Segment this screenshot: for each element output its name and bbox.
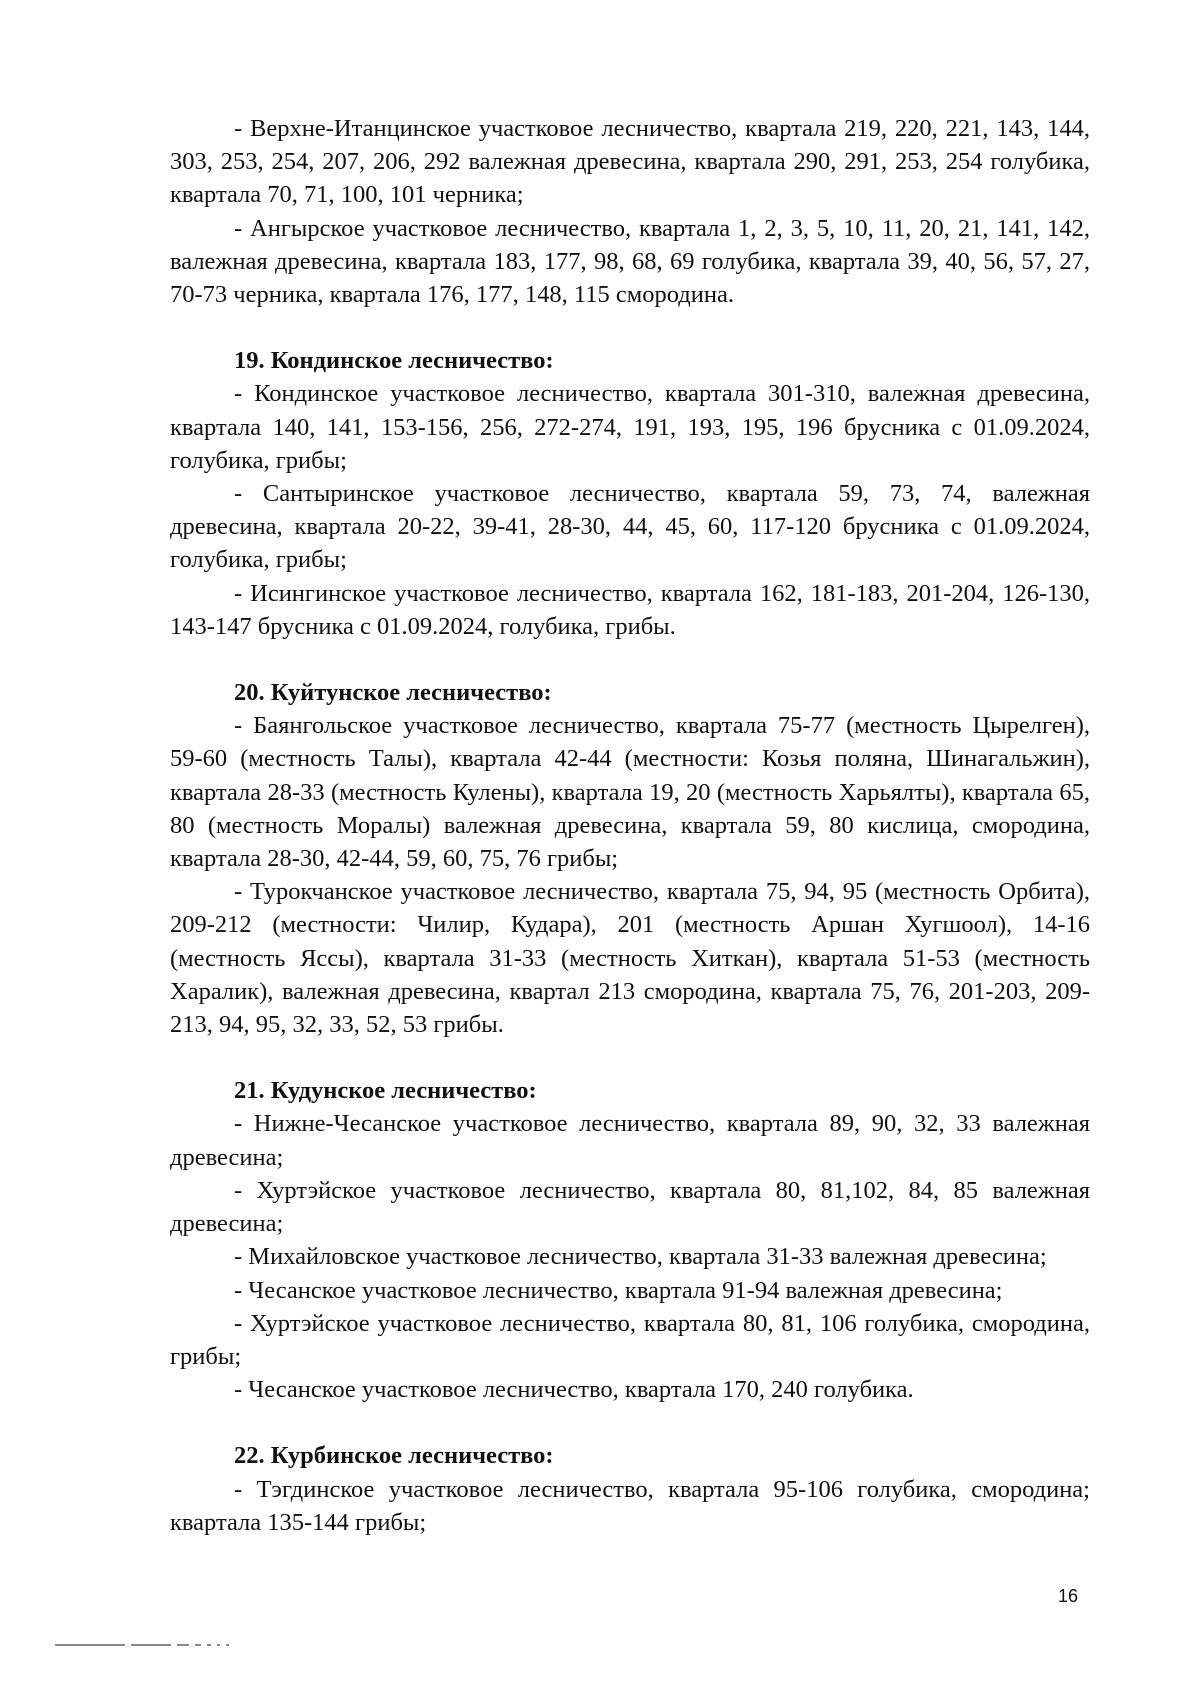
section-20-kuytunskoe: [170, 676, 1090, 1041]
paragraph-khurteyskoe: - Хуртэйское участковое лесничество, квартала 80, 81,102, 84, 85 валежная древесина;: [170, 1176, 1090, 1238]
paragraph-isinginskoe: - Исингинское участковое лесничество, квартала 162, 181-183, 201-204, 126-130, 143-147 брусника с 01.09.2024, голубика, грибы.: [170, 579, 1090, 640]
section-22-kurbinskoe: [170, 1439, 1090, 1539]
paragraph-mikhaylovskoe: - Михайловское участковое лесничество, квартала 31-33 валежная древесина;: [234, 1243, 1047, 1271]
document-body: [170, 112, 1090, 1539]
paragraph-santyrinskoe: - Сантыринское участковое лесничество, квартала 59, 73, 74, валежная древесина, квартала 20-22, 39-41, 28-30, 44, 45, 60, 117-120 брусника с 01.09.2024, голубика, грибы;: [170, 480, 1090, 574]
paragraph-nizhne-chesanskoe: - Нижне-Чесанское участковое лесничество, квартала 89, 90, 32, 33 валежная древесина;: [170, 1110, 1090, 1171]
section-21-kudunskoe: [170, 1074, 1090, 1406]
paragraph-verkhne-itantsinskoe: - Верхне-Итанцинское участковое лесничество, квартала 219, 220, 221, 143, 144, 303, 253, 254, 207, 206, 292 валежная древесина, квартала 290, 291, 253, 254 голубика, квартала 70, 71, 100, 101 черника;: [170, 115, 1090, 209]
section-heading: 20. Куйтунское лесничество:: [234, 679, 552, 707]
paragraph-kondinskoe: - Кондинское участковое лесничество, квартала 301-310, валежная древесина, квартала 140, 141, 153-156, 256, 272-274, 191, 193, 195, 196 брусника с 01.09.2024, голубика, грибы;: [170, 380, 1090, 474]
paragraph-angyrskoe: - Ангырское участковое лесничество, квартала 1, 2, 3, 5, 10, 11, 20, 21, 141, 142, валежная древесина, квартала 183, 177, 98, 68, 69 голубика, квартала 39, 40, 56, 57, 27, 70-73 черника, квартала 176, 177, 148, 115 смородина.: [170, 214, 1090, 309]
paragraph-chesanskoe: - Чесанское участковое лесничество, квартала 91-94 валежная древесина;: [234, 1276, 1003, 1304]
page-number: 16: [1058, 1586, 1079, 1606]
section-heading: 19. Кондинское лесничество:: [234, 347, 554, 375]
section-heading: 21. Кудунское лесничество:: [234, 1077, 537, 1105]
section-19-kondinskoe: [170, 344, 1090, 643]
paragraph-bayangolskoe: - Баянгольское участковое лесничество, квартала 75-77 (местность Цырелген), 59-60 (местность Талы), квартала 42-44 (местности: Козья поляна, Шинагальжин), квартала 28-33 (местность Кулены), квартала 19, 20 (местность Харьялты), квартала 65, 80 (местность Моралы) валежная древесина, квартала 59, 80 кислица, смородина, квартала 28-30, 42-44, 59, 60, 75, 76 грибы;: [170, 712, 1090, 873]
section-heading: 22. Курбинское лесничество:: [234, 1442, 554, 1470]
scan-artifact-line: [55, 1643, 305, 1646]
paragraph-tegdinskoe: - Тэгдинское участковое лесничество, квартала 95-106 голубика, смородина; квартала 135-144 грибы;: [170, 1475, 1090, 1536]
paragraph-khurteyskoe-berries: - Хуртэйское участковое лесничество, квартала 80, 81, 106 голубика, смородина, грибы;: [170, 1309, 1090, 1370]
paragraph-turokchanskoe: - Турокчанское участковое лесничество, квартала 75, 94, 95 (местность Орбита), 209-212 (местности: Чилир, Кудара), 201 (местность Аршан Хугшоол), 14-16 (местность Яссы), квартала 31-33 (местность Хиткан), квартала 51-53 (местность Харалик), валежная древесина, квартал 213 смородина, квартала 75, 76, 201-203, 209-213, 94, 95, 32, 33, 52, 53 грибы.: [170, 878, 1090, 1039]
paragraph-chesanskoe-berries: - Чесанское участковое лесничество, квартала 170, 240 голубика.: [234, 1376, 914, 1404]
